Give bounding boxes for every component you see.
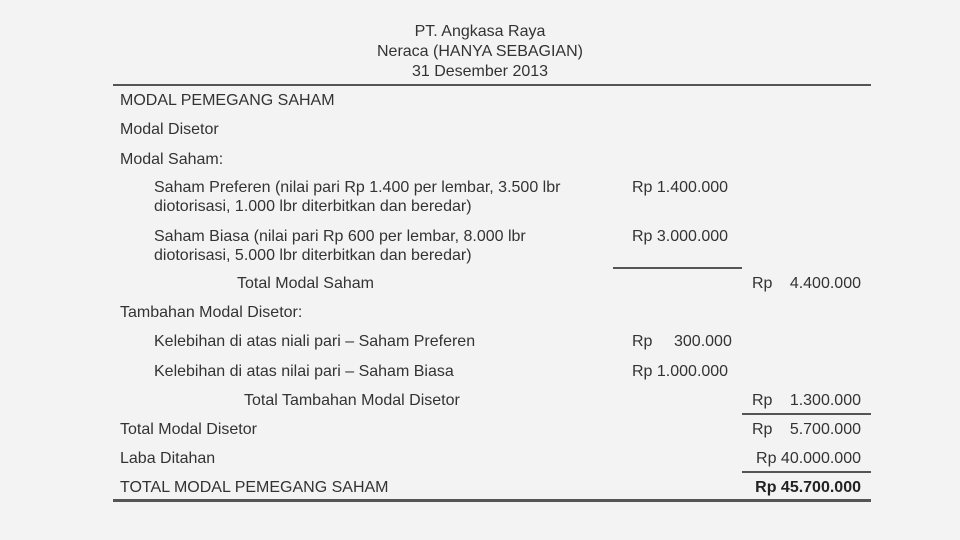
company-name: PT. Angkasa Raya xyxy=(414,23,546,40)
laba-ditahan-rule xyxy=(742,471,871,473)
total-modal-saham-currency: Rp xyxy=(752,275,773,292)
laba-ditahan-amount: Rp 40.000.000 xyxy=(756,450,861,467)
saham-biasa-amount: Rp 3.000.000 xyxy=(632,228,729,245)
kelebihan-biasa-label: Kelebihan di atas nilai pari – Saham Biasa xyxy=(154,363,454,380)
saham-biasa-description: Saham Biasa (nilai pari Rp 600 per lembar, 8.000 lbr diotorisasi, 5.000 lbr diterbitkan dan beredar) xyxy=(154,228,526,264)
section-title: MODAL PEMEGANG SAHAM xyxy=(120,92,335,109)
tambahan-modal-label: Tambahan Modal Disetor: xyxy=(120,304,303,321)
total-tambahan-rule xyxy=(742,413,871,415)
laba-ditahan-label: Laba Ditahan xyxy=(120,450,216,467)
saham-preferen-amount: Rp 1.400.000 xyxy=(632,179,729,196)
modal-saham-label: Modal Saham: xyxy=(120,151,224,168)
kelebihan-preferen-amount: 300.000 xyxy=(674,333,732,350)
total-modal-pemegang-saham-label: TOTAL MODAL PEMEGANG SAHAM xyxy=(120,479,389,496)
total-modal-saham-amount: 4.400.000 xyxy=(789,275,861,292)
modal-disetor-label: Modal Disetor xyxy=(120,121,219,138)
total-tambahan-currency: Rp xyxy=(752,392,773,409)
report-date: 31 Desember 2013 xyxy=(411,63,549,80)
header-rule xyxy=(113,84,871,86)
saham-preferen-description: Saham Preferen (nilai pari Rp 1.400 per lembar, 3.500 lbr diotorisasi, 1.000 lbr diterbitkan dan beredar) xyxy=(154,179,561,215)
total-modal-saham-label: Total Modal Saham xyxy=(237,275,374,292)
total-modal-pemegang-saham-amount: Rp 45.700.000 xyxy=(755,479,861,496)
kelebihan-biasa-amount: Rp 1.000.000 xyxy=(632,363,729,380)
total-tambahan-amount: 1.300.000 xyxy=(789,392,861,409)
subtotal-rule xyxy=(613,267,742,269)
total-modal-disetor-amount: 5.700.000 xyxy=(789,421,861,438)
total-modal-disetor-label: Total Modal Disetor xyxy=(120,421,257,438)
bottom-rule xyxy=(113,499,871,502)
report-title: Neraca (HANYA SEBAGIAN) xyxy=(377,43,583,60)
total-tambahan-label: Total Tambahan Modal Disetor xyxy=(244,392,460,409)
kelebihan-preferen-label: Kelebihan di atas niali pari – Saham Preferen xyxy=(154,333,476,350)
kelebihan-preferen-currency: Rp xyxy=(632,333,653,350)
total-modal-disetor-currency: Rp xyxy=(752,421,773,438)
